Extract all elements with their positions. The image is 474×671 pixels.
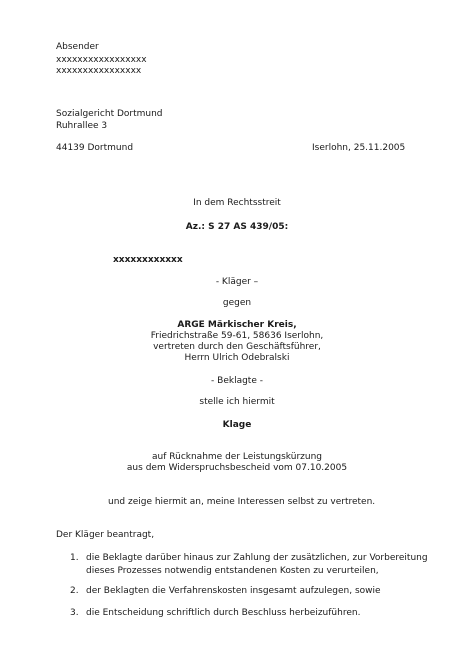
sender-line-2: xxxxxxxxxxxxxxxx — [56, 66, 142, 76]
list-item-line: dieses Prozesses notwendig entstandenen Kosten zu verurteilen, — [86, 566, 379, 576]
list-item-text — [86, 552, 456, 578]
recipient-city: 44139 Dortmund — [56, 143, 134, 153]
defendant-representative-1: vertreten durch den Geschäftsführer, — [153, 342, 321, 352]
list-item-text: der Beklagten die Verfahrenskosten insgesamt aufzulegen, sowie — [86, 586, 381, 596]
case-intro: In dem Rechtsstreit — [193, 198, 281, 208]
plaintiff-name: xxxxxxxxxxxx — [113, 255, 183, 265]
defendant-role: - Beklagte - — [211, 376, 263, 386]
subject-line-1: auf Rücknahme der Leistungskürzung — [152, 452, 322, 462]
recipient-name: Sozialgericht Dortmund — [56, 109, 163, 119]
defendant-name: ARGE Märkischer Kreis, — [177, 320, 297, 330]
action-title: Klage — [222, 420, 252, 430]
list-item-line: die Beklagte darüber hinaus zur Zahlung der zusätzlichen, zur Vorbereitung — [86, 553, 428, 563]
sender-label: Absender — [56, 42, 99, 52]
motions-intro: Der Kläger beantragt, — [56, 530, 155, 540]
list-item-number: 3. — [70, 608, 79, 618]
subject-line-2: aus dem Widerspruchsbescheid vom 07.10.2005 — [126, 463, 348, 473]
action-intro: stelle ich hiermit — [199, 397, 275, 407]
versus-label: gegen — [222, 298, 252, 308]
sender-line-1: xxxxxxxxxxxxxxxxx — [56, 55, 147, 65]
self-representation: und zeige hiermit an, meine Interessen selbst zu vertreten. — [108, 497, 376, 507]
plaintiff-role: - Kläger – — [215, 277, 259, 287]
list-item-number: 1. — [70, 553, 79, 563]
list-item-text: die Entscheidung schriftlich durch Beschluss herbeizuführen. — [86, 608, 361, 618]
date-line: Iserlohn, 25.11.2005 — [312, 143, 406, 153]
defendant-address: Friedrichstraße 59-61, 58636 Iserlohn, — [150, 331, 324, 341]
defendant-representative-2: Herrn Ulrich Odebralski — [184, 353, 290, 363]
recipient-street: Ruhrallee 3 — [56, 121, 108, 131]
file-number: Az.: S 27 AS 439/05: — [185, 222, 289, 232]
list-item-number: 2. — [70, 586, 79, 596]
